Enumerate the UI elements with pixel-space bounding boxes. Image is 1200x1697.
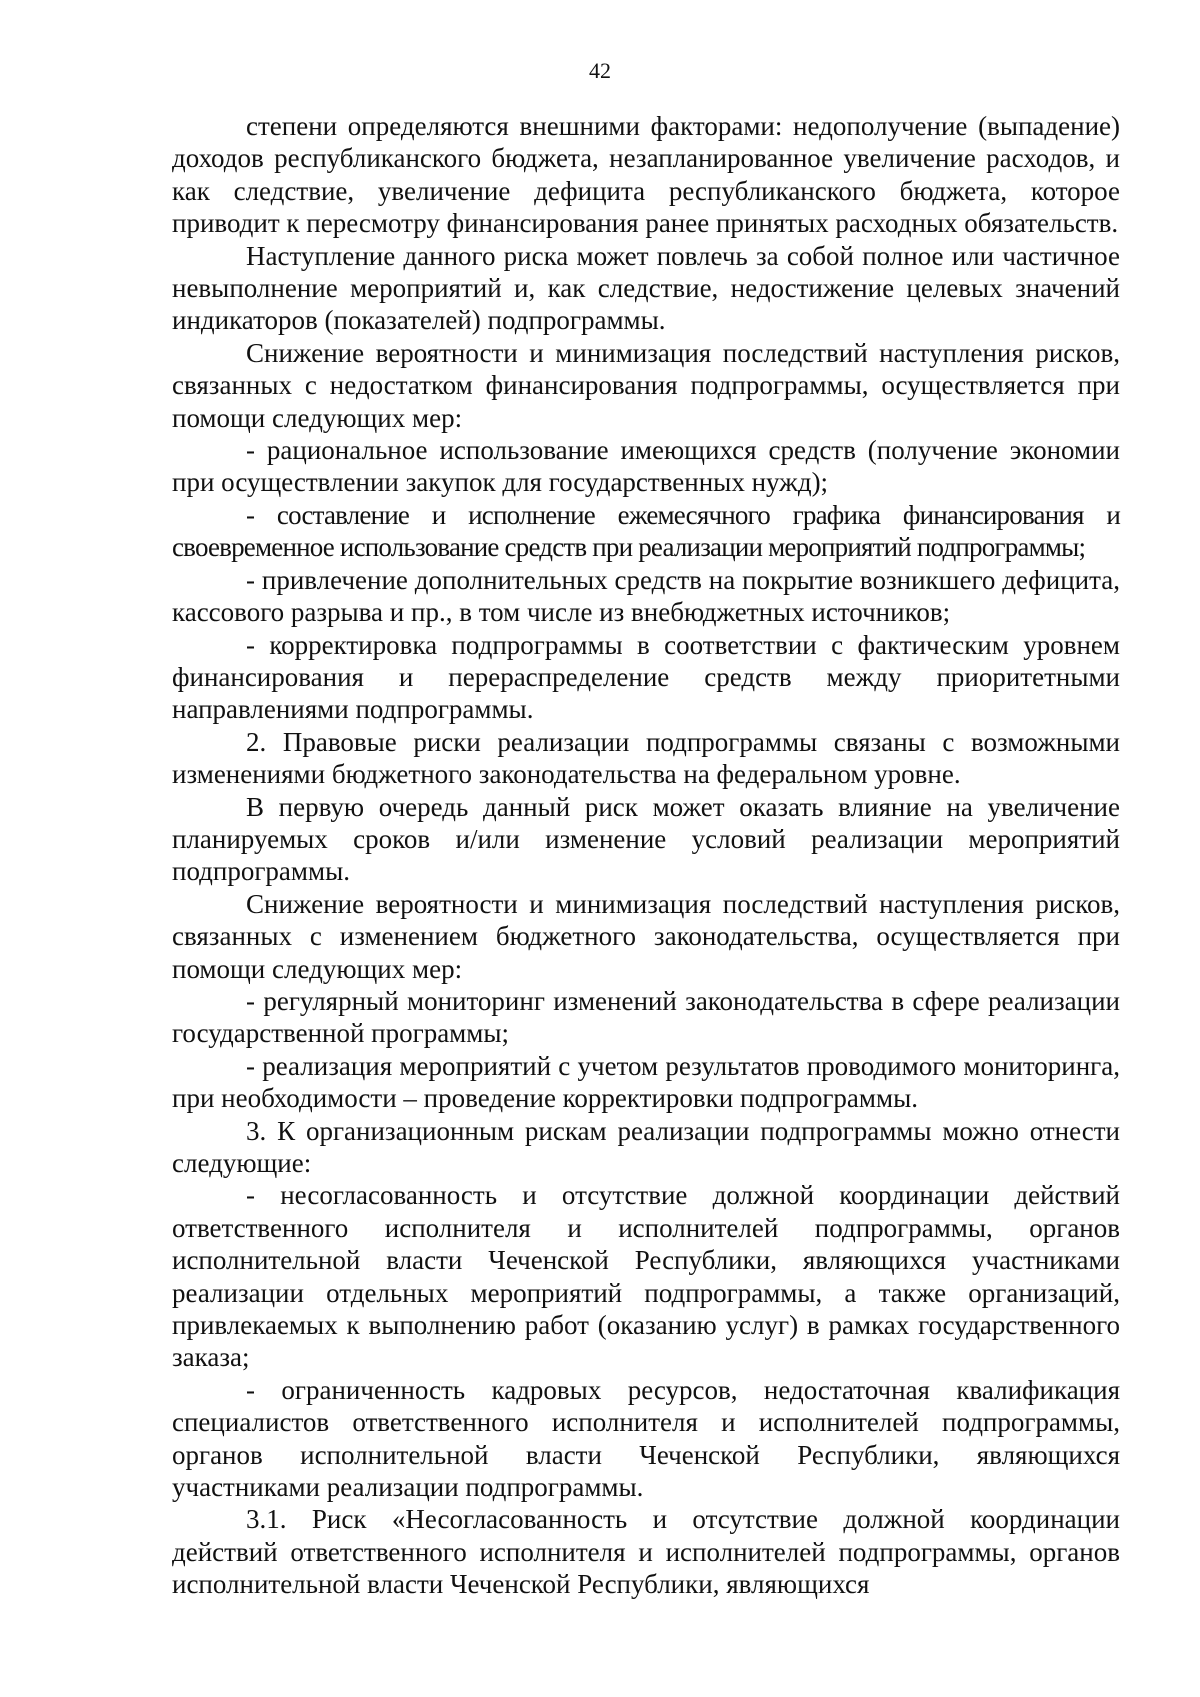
- list-item-monitoring-results: - реализация мероприятий с учетом результатов проводимого мониторинга, при необходимости – проведение корректировки подпрограммы.: [172, 1050, 1120, 1114]
- list-item-subprogram-adjustment: - корректировка подпрограммы в соответствии с фактическим уровнем финансирования и перераспределение средств между приоритетными направлениями подпрограммы.: [172, 629, 1120, 725]
- list-item-limited-staff: - ограниченность кадровых ресурсов, недостаточная квалификация специалистов ответственного исполнителя и исполнителей подпрограммы, органов исполнительной власти Чеченской Республики, являющихся участниками реализации подпрограммы.: [172, 1374, 1120, 1503]
- document-body: [172, 110, 1120, 1601]
- paragraph-funding-risk-causes: степени определяются внешними факторами: недополучение (выпадение) доходов республиканского бюджета, незапланированное увеличение расходов, и как следствие, увеличение дефицита республиканского бюджета, которое приводит к пересмотру финансирования ранее принятых расходных обязательств.: [172, 111, 1120, 239]
- paragraph-risk-consequences: Наступление данного риска может повлечь за собой полное или частичное невыполнение мероприятий и, как следствие, недостижение целевых значений индикаторов (показателей) подпрограммы.: [172, 240, 1120, 336]
- list-item-legislation-monitoring: - регулярный мониторинг изменений законодательства в сфере реализации государственной программы;: [172, 985, 1120, 1049]
- paragraph-risk-3-1: 3.1. Риск «Несогласованность и отсутствие должной координации действий ответственного исполнителя и исполнителей подпрограммы, органов исполнительной власти Чеченской Республики, являющихся: [172, 1504, 1120, 1600]
- paragraph-legal-risks: 2. Правовые риски реализации подпрограммы связаны с возможными изменениями бюджетного законодательства на федеральном уровне.: [172, 726, 1120, 790]
- paragraph-funding-mitigation-intro: Снижение вероятности и минимизация последствий наступления рисков, связанных с недостатком финансирования подпрограммы, осуществляется при помощи следующих мер:: [172, 337, 1120, 433]
- list-item-rational-use: - рациональное использование имеющихся средств (получение экономии при осуществлении закупок для государственных нужд);: [172, 435, 1120, 498]
- list-item-monthly-schedule: - составление и исполнение ежемесячного графика финансирования и своевременное использование средств при реализации мероприятий подпрограммы;: [172, 499, 1120, 563]
- paragraph-legal-mitigation-intro: Снижение вероятности и минимизация последствий наступления рисков, связанных с изменением бюджетного законодательства, осуществляется при помощи следующих мер:: [172, 888, 1120, 984]
- paragraph-organizational-risks: 3. К организационным рискам реализации подпрограммы можно отнести следующие:: [172, 1115, 1120, 1178]
- list-item-coordination-lack: - несогласованность и отсутствие должной координации действий ответственного исполнителя и исполнителей подпрограммы, органов исполнительной власти Чеченской Республики, являющихся участниками реализации отдельных мероприятий подпрограммы, а также организаций, привлекаемых к выполнению работ (оказанию услуг) в рамках государственного заказа;: [172, 1180, 1120, 1373]
- list-item-additional-funds: - привлечение дополнительных средств на покрытие возникшего дефицита, кассового разрыва и пр., в том числе из внебюджетных источников;: [172, 564, 1120, 628]
- paragraph-legal-risk-impact: В первую очередь данный риск может оказать влияние на увеличение планируемых сроков и/или изменение условий реализации мероприятий подпрограммы.: [172, 791, 1120, 887]
- page-number: 42: [589, 58, 611, 83]
